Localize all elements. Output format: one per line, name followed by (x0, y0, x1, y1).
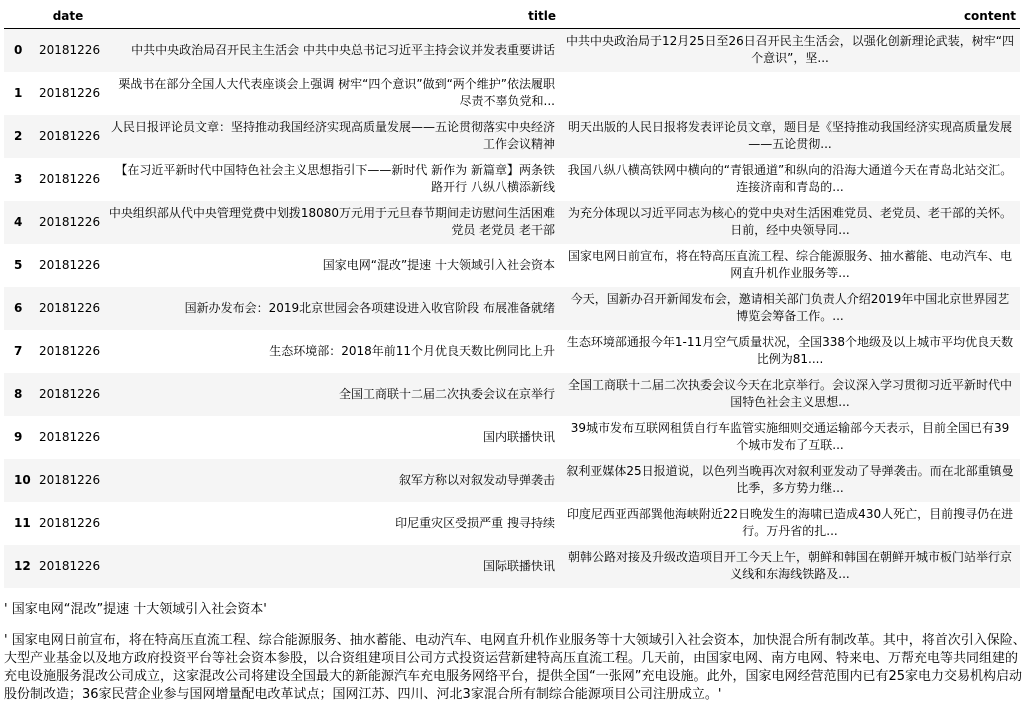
cell-title: 栗战书在部分全国人大代表座谈会上强调 树牢“四个意识”做到“两个维护”依法履职尽责不辜负党和... (118, 77, 555, 108)
row-index: 7 (14, 343, 23, 358)
cell-date: 20181226 (39, 300, 101, 315)
table-row (4, 287, 1020, 330)
column-header-title: title (102, 4, 560, 29)
row-index: 9 (14, 429, 23, 444)
row-index: 5 (14, 257, 23, 272)
row-index: 10 (14, 472, 31, 487)
row-index: 6 (14, 300, 23, 315)
table-header (4, 4, 1020, 29)
row-index: 0 (14, 42, 23, 57)
cell-content: 39城市发布互联网租赁自行车监管实施细则交通运输部今天表示，目前全国已有39个城市发布了互联... (570, 421, 1010, 452)
cell-title: 国际联播快讯 (482, 558, 555, 573)
cell-title: 生态环境部：2018年前11个月优良天数比例同比上升 (269, 343, 555, 358)
cell-content: 朝韩公路对接及升级改造项目开工今天上午，朝鲜和韩国在朝鲜开城市板门站举行京义线和东海线铁路及... (567, 550, 1012, 581)
cell-content: 我国八纵八横高铁网中横向的“青银通道”和纵向的沿海大通道今天在青岛北站交汇。连接济南和青岛的... (567, 163, 1013, 194)
cell-date: 20181226 (39, 214, 101, 229)
cell-title: 印尼重灾区受损严重 搜寻持续 (395, 515, 555, 530)
dataframe-table (4, 4, 1020, 588)
cell-content: 全国工商联十二届二次执委会议今天在北京举行。会议深入学习贯彻习近平新时代中国特色社会主义思想... (567, 378, 1012, 409)
table-row (4, 502, 1020, 545)
row-index: 4 (14, 214, 23, 229)
cell-title: 国家电网“混改”提速 十大领域引入社会资本 (322, 257, 555, 272)
cell-title: 【在习近平新时代中国特色社会主义思想指引下——新时代 新作为 新篇章】两条铁路开行 八纵八横添新线 (115, 163, 555, 194)
output-content-string: ' 国家电网日前宣布，将在特高压直流工程、综合能源服务、抽水蓄能、电动汽车、电网直升机作业服务等十大领域引入社会资本，加快混合所有制改革。其中，将首次引入保险、大型产业基金以及地方政府投资平台等社会资本参股，以合资组建项目公司方式投资运营新建特高压直流工程。几天前，由国家电网、南方电网、特来电、万帮充电等共同组建的充电设施服务混改公司成立，这家混改公司将建设全国最大的新能源汽车充电服务网络平台，提供全国“一张网”充电设施。此外，国家电网经营范围内已有25家电力交易机构启动股份制改造；36家民营企业参与国网增量配电改革试点；国网江苏、四川、河北3家混合所有制综合能源项目公司注册成立。' (4, 633, 1026, 702)
table-row (4, 158, 1020, 201)
column-header-content: content (560, 4, 1020, 29)
table-body (4, 29, 1020, 588)
cell-date: 20181226 (39, 42, 101, 57)
cell-title: 中央组织部从代中央管理党费中划拨18080万元用于元旦春节期间走访慰问生活困难党员 老党员 老干部 (108, 206, 555, 237)
cell-date: 20181226 (39, 85, 101, 100)
cell-date: 20181226 (39, 558, 101, 573)
cell-date: 20181226 (39, 386, 101, 401)
cell-title: 中共中央政治局召开民主生活会 中共中央总书记习近平主持会议并发表重要讲话 (131, 42, 555, 57)
cell-date: 20181226 (39, 429, 101, 444)
cell-content: 国家电网日前宣布，将在特高压直流工程、综合能源服务、抽水蓄能、电动汽车、电网直升机作业服务等... (567, 249, 1012, 280)
table-row (4, 373, 1020, 416)
cell-date: 20181226 (39, 171, 101, 186)
cell-date: 20181226 (39, 515, 101, 530)
cell-date: 20181226 (39, 257, 101, 272)
cell-title: 国内联播快讯 (482, 429, 555, 444)
cell-content: 印度尼西亚西部巽他海峡附近22日晚发生的海啸已造成430人死亡，目前搜寻仍在进行。万丹省的扎... (566, 507, 1014, 538)
table-row (4, 330, 1020, 373)
row-index: 3 (14, 171, 23, 186)
row-index: 8 (14, 386, 23, 401)
cell-date: 20181226 (39, 472, 101, 487)
table-row (4, 545, 1020, 588)
row-index: 12 (14, 558, 31, 573)
table-row (4, 416, 1020, 459)
cell-date: 20181226 (39, 343, 101, 358)
column-header-date: date (34, 4, 102, 29)
table-row (4, 201, 1020, 244)
cell-content: 叙利亚媒体25日报道说，以色列当晚再次对叙利亚发动了导弹袭击。而在北部重镇曼比季，多方势力继... (566, 464, 1014, 495)
cell-title: 全国工商联十二届二次执委会议在京举行 (338, 386, 555, 401)
cell-content: 中共中央政治局于12月25日至26日召开民主生活会，以强化创新理论武装，树牢“四个意识”，坚... (565, 34, 1015, 66)
table-row (4, 29, 1020, 72)
table-row (4, 72, 1020, 115)
cell-content: 今天，国新办召开新闻发布会，邀请相关部门负责人介绍2019年中国北京世界园艺博览会筹备工作。... (570, 292, 1010, 323)
output-title-string: ' 国家电网“混改”提速 十大领域引入社会资本' (4, 602, 267, 617)
row-index: 1 (14, 85, 23, 100)
index-header (4, 4, 34, 29)
cell-content: 明天出版的人民日报将发表评论员文章，题目是《坚持推动我国经济实现高质量发展——五论贯彻... (567, 120, 1012, 151)
table-row (4, 459, 1020, 502)
cell-title: 叙军方称以对叙发动导弹袭击 (398, 472, 555, 487)
cell-title: 人民日报评论员文章：坚持推动我国经济实现高质量发展——五论贯彻落实中央经济工作会议精神 (110, 120, 555, 151)
cell-content (560, 72, 1020, 115)
header-row (4, 4, 1020, 29)
row-index: 11 (14, 515, 31, 530)
cell-title: 国新办发布会：2019北京世园会各项建设进入收官阶段 布展准备就绪 (184, 300, 555, 315)
table-row (4, 115, 1020, 158)
cell-date: 20181226 (39, 128, 101, 143)
cell-content: 生态环境部通报今年1-11月空气质量状况，全国338个地级及以上城市平均优良天数比例为81.... (566, 335, 1014, 366)
cell-content: 为充分体现以习近平同志为核心的党中央对生活困难党员、老党员、老干部的关怀。日前，经中央领导同... (567, 206, 1012, 237)
table-row (4, 244, 1020, 287)
row-index: 2 (14, 128, 23, 143)
